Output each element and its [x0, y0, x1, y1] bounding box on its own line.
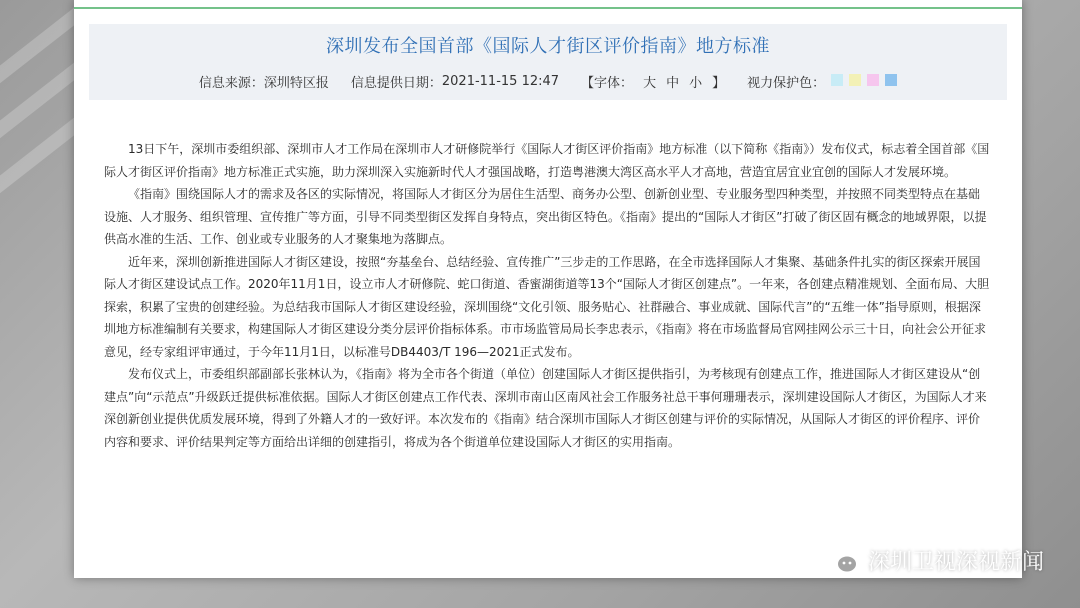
eye-care-swatch-4[interactable]	[885, 74, 897, 86]
article-page	[74, 0, 1022, 578]
date-label: 信息提供日期：	[350, 76, 442, 91]
article-paragraph: 发布仪式上，市委组织部副部长张林认为，《指南》将为全市各个街道（单位）创建国际人才街区提供指引，为考核现有创建点工作，推进国际人才街区建设从“创建点”向“示范点”升级跃迁提供标准依据。国际人才街区创建点工作代表、深圳市南山区南风社会工作服务社总干事何珊珊表示，深圳建设国际人才街区，为国际人才来深创新创业提供优质发展环境，得到了外籍人才的一致好评。本次发布的《指南》结合深圳市国际人才街区创建与评价的实际情况，从国际人才街区的评价程序、评价内容和要求、评价结果判定等方面给出详细的创建指引，将成为各个街道单位建设国际人才街区的实用指南。	[104, 367, 987, 449]
eye-care-swatch-2[interactable]	[849, 74, 861, 86]
font-size-medium-button[interactable]: 中	[666, 76, 680, 91]
eye-care-swatch-3[interactable]	[867, 74, 879, 86]
article-paragraph: 《指南》围绕国际人才的需求及各区的实际情况，将国际人才街区分为居住生活型、商务办公型、创新创业型、专业服务型四种类型，并按照不同类型特点在基础设施、人才服务、组织管理、宣传推广等方面，引导不同类型街区发挥自身特点，突出街区特色。《指南》提出的“国际人才街区”打破了街区固有概念的地域界限，以提供高水准的生活、工作、创业或专业服务的人才聚集地为落脚点。	[104, 187, 987, 246]
font-size-large-button[interactable]: 大	[643, 76, 657, 91]
source-value: 深圳特区报	[263, 76, 329, 91]
font-size-close-bracket: 】	[712, 76, 726, 91]
wechat-icon	[822, 546, 860, 576]
date-value: 2021-11-15 12:47	[441, 74, 560, 89]
article-paragraph: 近年来，深圳创新推进国际人才街区建设，按照“夯基垒台、总结经验、宣传推广”三步走的工作思路，在全市选择国际人才集聚、基础条件扎实的街区探索开展国际人才街区建设试点工作。2020年11月1日，设立市人才研修院、蛇口街道、香蜜湖街道等13个“国际人才街区创建点”。一年来，各创建点精准规划、全面布局、大胆探索，积累了宝贵的创建经验。为总结我市国际人才街区建设经验，深圳围绕“文化引领、服务贴心、社群融合、事业成就、国际代言”的“五维一体”指导原则，根据深圳地方标准编制有关要求，构建国际人才街区建设分类分层评价指标体系。市市场监管局局长李忠表示，《指南》将在市场监督局官网挂网公示三十日，向社会公开征求意见，经专家组评审通过，于今年11月1日，以标准号DB4403/T 196—2021正式发布。	[104, 254, 990, 359]
source-label: 信息来源：	[198, 76, 264, 91]
eye-care-swatch-1[interactable]	[831, 74, 843, 86]
eye-care-swatches	[825, 74, 897, 90]
top-divider	[74, 7, 1022, 9]
article-meta	[89, 72, 1007, 91]
channel-watermark	[822, 545, 1044, 576]
eye-care-label: 视力保护色：	[747, 76, 826, 91]
article-title: 深圳发布全国首部《国际人才街区评价指南》地方标准	[326, 36, 770, 57]
watermark-text: 深圳卫视深视新闻	[867, 550, 1044, 575]
article-body	[104, 138, 990, 453]
font-size-small-button[interactable]: 小	[689, 76, 703, 91]
article-paragraph: 13日下午，深圳市委组织部、深圳市人才工作局在深圳市人才研修院举行《国际人才街区评价指南》地方标准（以下简称《指南》）发布仪式，标志着全国首部《国际人才街区评价指南》地方标准正式实施，助力深圳深入实施新时代人才强国战略，打造粤港澳大湾区高水平人才高地，营造宜居宜业宜创的国际人才发展环境。	[104, 142, 990, 179]
font-size-label: 【字体：	[581, 76, 634, 91]
article-header	[89, 24, 1007, 100]
